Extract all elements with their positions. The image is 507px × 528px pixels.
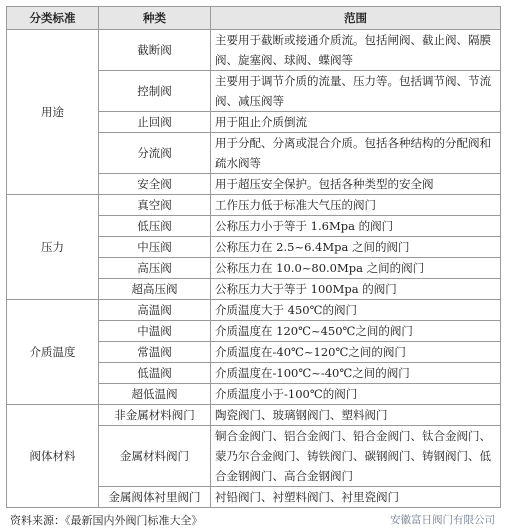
category-cell: 压力	[7, 195, 99, 300]
table-row	[7, 30, 501, 71]
range-cell: 主要用于截断或接通介质流。包括闸阀、截止阀、隔膜阀、旋塞阀、球阀、蝶阀等	[211, 30, 501, 71]
type-cell: 超高压阀	[99, 279, 211, 300]
table-row	[7, 405, 501, 426]
table-body	[7, 30, 501, 508]
type-cell: 控制阀	[99, 71, 211, 112]
type-cell: 截断阀	[99, 30, 211, 71]
valve-classification-table	[6, 6, 501, 508]
type-cell: 安全阀	[99, 174, 211, 195]
range-cell: 工作压力低于标准大气压的阀门	[211, 195, 501, 216]
header-classification: 分类标准	[7, 7, 99, 30]
table-row	[7, 300, 501, 321]
range-cell: 公称压力大于等于 100Mpa 的阀门	[211, 279, 501, 300]
category-cell: 用途	[7, 30, 99, 195]
type-cell: 非金属材料阀门	[99, 405, 211, 426]
range-cell: 介质温度小于-100℃的阀门	[211, 384, 501, 405]
range-cell: 公称压力小于等于 1.6Mpa 的阀门	[211, 216, 501, 237]
category-cell: 介质温度	[7, 300, 99, 405]
range-cell: 主要用于调节介质的流量、压力等。包括调节阀、节流阀、减压阀等	[211, 71, 501, 112]
table-header-row	[7, 7, 501, 30]
header-type: 种类	[99, 7, 211, 30]
type-cell: 真空阀	[99, 195, 211, 216]
type-cell: 高压阀	[99, 258, 211, 279]
type-cell: 超低温阀	[99, 384, 211, 405]
range-cell: 用于分配、分离或混合介质。包括各种结构的分配阀和疏水阀等	[211, 133, 501, 174]
range-cell: 衬铅阀门、衬塑料阀门、衬里瓷阀门	[211, 487, 501, 508]
type-cell: 金属材料阀门	[99, 426, 211, 487]
type-cell: 中压阀	[99, 237, 211, 258]
range-cell: 用于阻止介质倒流	[211, 112, 501, 133]
range-cell: 公称压力在 10.0~80.0Mpa 之间的阀门	[211, 258, 501, 279]
type-cell: 高温阀	[99, 300, 211, 321]
category-cell: 阀体材料	[7, 405, 99, 508]
range-cell: 介质温度在-100℃~-40℃之间的阀门	[211, 363, 501, 384]
type-cell: 低温阀	[99, 363, 211, 384]
type-cell: 分流阀	[99, 133, 211, 174]
type-cell: 止回阀	[99, 112, 211, 133]
type-cell: 常温阀	[99, 342, 211, 363]
table-row	[7, 195, 501, 216]
range-cell: 铜合金阀门、铝合金阀门、铅合金阀门、钛合金阀门、蒙乃尔合金阀门、铸铁阀门、碳钢阀门、铸钢阀门、低合金钢阀门、高合金钢阀门	[211, 426, 501, 487]
range-cell: 介质温度在 120℃~450℃之间的阀门	[211, 321, 501, 342]
type-cell: 金属阀体衬里阀门	[99, 487, 211, 508]
header-range: 范围	[211, 7, 501, 30]
range-cell: 介质温度大于 450℃的阀门	[211, 300, 501, 321]
watermark: 安徽富日阀门有限公司	[390, 514, 495, 526]
range-cell: 用于超压安全保护。包括各种类型的安全阀	[211, 174, 501, 195]
range-cell: 陶瓷阀门、玻璃钢阀门、塑料阀门	[211, 405, 501, 426]
type-cell: 低压阀	[99, 216, 211, 237]
range-cell: 公称压力在 2.5~6.4Mpa 之间的阀门	[211, 237, 501, 258]
source-note: 资料来源：《最新国内外阀门标准大全》	[10, 514, 203, 527]
range-cell: 介质温度在-40℃~120℃之间的阀门	[211, 342, 501, 363]
type-cell: 中温阀	[99, 321, 211, 342]
